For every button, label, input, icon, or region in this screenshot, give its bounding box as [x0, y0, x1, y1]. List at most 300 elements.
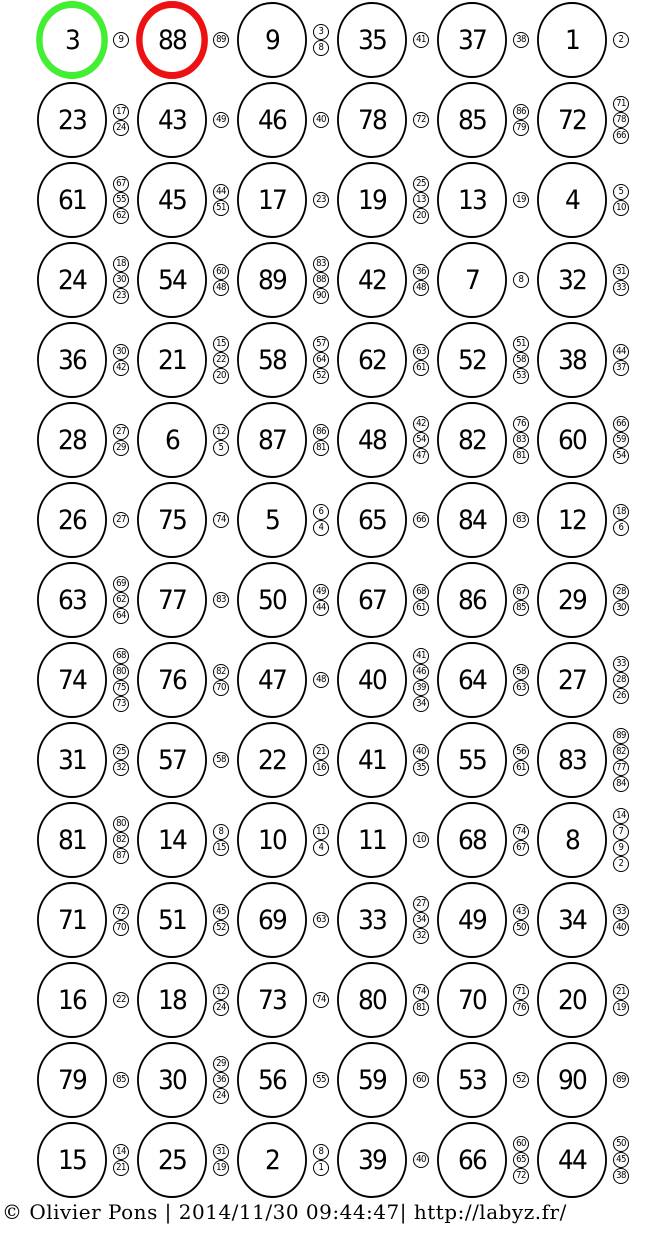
link-badge: 88 — [313, 272, 329, 288]
maze-cell[interactable]: 82 — [437, 402, 507, 478]
link-badge: 60 — [513, 1136, 529, 1152]
cell-links — [211, 1054, 231, 1106]
link-badge: 14 — [113, 1144, 129, 1160]
link-badge: 48 — [413, 280, 429, 296]
maze-cell[interactable]: 25 — [137, 1122, 207, 1198]
link-badge: 27 — [113, 424, 129, 440]
link-badge: 2 — [613, 32, 629, 48]
maze-cell[interactable]: 86 — [437, 562, 507, 638]
maze-cell[interactable]: 43 — [137, 82, 207, 158]
link-badge: 63 — [313, 912, 329, 928]
cell-links — [511, 822, 531, 858]
link-badge: 24 — [213, 1000, 229, 1016]
link-badge: 65 — [513, 1152, 529, 1168]
maze-cell[interactable]: 52 — [437, 322, 507, 398]
cell-links — [311, 334, 331, 386]
maze-cell[interactable]: 21 — [137, 322, 207, 398]
link-badge: 64 — [113, 608, 129, 624]
link-badge: 10 — [613, 200, 629, 216]
cell-links — [211, 822, 231, 858]
link-badge: 40 — [413, 1152, 429, 1168]
link-badge: 33 — [613, 904, 629, 920]
maze-cell[interactable]: 9 — [237, 2, 307, 78]
cell-links — [311, 582, 331, 618]
maze-cell[interactable]: 38 — [537, 322, 607, 398]
link-badge: 30 — [613, 600, 629, 616]
maze-cell[interactable]: 35 — [337, 2, 407, 78]
maze-cell[interactable]: 11 — [337, 802, 407, 878]
cell-links — [511, 742, 531, 778]
maze-cell[interactable]: 76 — [137, 642, 207, 718]
link-badge: 32 — [413, 928, 429, 944]
link-badge: 70 — [113, 920, 129, 936]
cell-links — [511, 662, 531, 698]
maze-cell[interactable]: 51 — [137, 882, 207, 958]
link-badge: 60 — [413, 1072, 429, 1088]
link-badge: 1 — [313, 1160, 329, 1176]
maze-cell[interactable]: 2 — [237, 1122, 307, 1198]
cell-links — [111, 30, 131, 50]
footer-credit: © Olivier Pons | 2014/11/30 09:44:47| http://labyz.fr/ — [2, 1200, 567, 1224]
link-badge: 62 — [113, 592, 129, 608]
cell-links — [211, 510, 231, 530]
link-badge: 12 — [213, 984, 229, 1000]
cell-links — [311, 22, 331, 58]
link-badge: 4 — [313, 840, 329, 856]
link-badge: 8 — [313, 40, 329, 56]
cell-links — [111, 254, 131, 306]
maze-cell[interactable]: 77 — [137, 562, 207, 638]
cell-links — [411, 342, 431, 378]
link-badge: 20 — [413, 208, 429, 224]
maze-cell[interactable]: 73 — [237, 962, 307, 1038]
maze-cell[interactable]: 26 — [37, 482, 107, 558]
link-badge: 81 — [413, 1000, 429, 1016]
link-badge: 66 — [613, 128, 629, 144]
cell-links — [111, 990, 131, 1010]
link-badge: 21 — [313, 744, 329, 760]
cell-links — [211, 982, 231, 1018]
maze-cell[interactable]: 50 — [237, 562, 307, 638]
link-badge: 9 — [613, 840, 629, 856]
cell-links — [611, 262, 631, 298]
maze-cell[interactable]: 12 — [537, 482, 607, 558]
cell-links — [511, 270, 531, 290]
maze-cell[interactable]: 70 — [437, 962, 507, 1038]
link-badge: 87 — [113, 848, 129, 864]
maze-cell[interactable]: 4 — [537, 162, 607, 238]
cell-links — [111, 174, 131, 226]
link-badge: 19 — [613, 1000, 629, 1016]
link-badge: 52 — [213, 920, 229, 936]
link-badge: 77 — [613, 760, 629, 776]
maze-cell[interactable]: 28 — [37, 402, 107, 478]
maze-cell[interactable]: 81 — [37, 802, 107, 878]
cell-links — [511, 1070, 531, 1090]
maze-cell[interactable]: 55 — [437, 722, 507, 798]
maze-cell[interactable]: 80 — [337, 962, 407, 1038]
maze-cell[interactable]: 64 — [437, 642, 507, 718]
link-badge: 81 — [513, 448, 529, 464]
link-badge: 67 — [513, 840, 529, 856]
link-badge: 85 — [113, 1072, 129, 1088]
cell-links — [611, 726, 631, 794]
maze-cell[interactable]: 56 — [237, 1042, 307, 1118]
link-badge: 83 — [213, 592, 229, 608]
link-badge: 74 — [313, 992, 329, 1008]
cell-links — [311, 422, 331, 458]
link-badge: 50 — [613, 1136, 629, 1152]
link-badge: 80 — [113, 816, 129, 832]
link-badge: 76 — [513, 1000, 529, 1016]
link-badge: 11 — [313, 824, 329, 840]
link-badge: 84 — [613, 776, 629, 792]
cell-links — [211, 902, 231, 938]
cell-links — [611, 30, 631, 50]
link-badge: 27 — [413, 896, 429, 912]
cell-links — [611, 806, 631, 874]
link-badge: 31 — [613, 264, 629, 280]
maze-cell[interactable]: 54 — [137, 242, 207, 318]
link-badge: 42 — [113, 360, 129, 376]
maze-cell[interactable]: 53 — [437, 1042, 507, 1118]
maze-cell[interactable]: 79 — [37, 1042, 107, 1118]
link-badge: 62 — [113, 208, 129, 224]
cell-links — [411, 830, 431, 850]
maze-cell[interactable]: 61 — [37, 162, 107, 238]
link-badge: 89 — [213, 32, 229, 48]
link-badge: 75 — [113, 680, 129, 696]
link-badge: 83 — [513, 432, 529, 448]
maze-cell[interactable]: 85 — [437, 82, 507, 158]
maze-cell[interactable]: 48 — [337, 402, 407, 478]
cell-links — [311, 254, 331, 306]
link-badge: 70 — [213, 680, 229, 696]
link-badge: 29 — [113, 440, 129, 456]
maze-cell[interactable]: 89 — [237, 242, 307, 318]
maze-cell[interactable]: 40 — [337, 642, 407, 718]
link-badge: 26 — [613, 688, 629, 704]
cell-links — [511, 902, 531, 938]
maze-cell[interactable]: 31 — [37, 722, 107, 798]
maze-cell-goal[interactable]: 88 — [136, 1, 208, 79]
link-badge: 58 — [513, 352, 529, 368]
maze-cell[interactable]: 44 — [537, 1122, 607, 1198]
link-badge: 64 — [313, 352, 329, 368]
maze-cell[interactable]: 24 — [37, 242, 107, 318]
link-badge: 50 — [513, 920, 529, 936]
cell-links — [611, 982, 631, 1018]
link-badge: 45 — [213, 904, 229, 920]
link-badge: 58 — [213, 752, 229, 768]
link-badge: 82 — [213, 664, 229, 680]
link-badge: 21 — [613, 984, 629, 1000]
link-badge: 22 — [113, 992, 129, 1008]
link-badge: 33 — [613, 280, 629, 296]
link-badge: 3 — [313, 24, 329, 40]
cell-links — [311, 1142, 331, 1178]
link-badge: 54 — [413, 432, 429, 448]
link-badge: 49 — [313, 584, 329, 600]
cell-links — [211, 750, 231, 770]
link-badge: 38 — [513, 32, 529, 48]
cell-links — [411, 1070, 431, 1090]
link-badge: 71 — [613, 96, 629, 112]
maze-cell[interactable]: 19 — [337, 162, 407, 238]
link-badge: 67 — [113, 176, 129, 192]
maze-cell[interactable]: 65 — [337, 482, 407, 558]
cell-links — [411, 414, 431, 466]
maze-cell[interactable]: 78 — [337, 82, 407, 158]
link-badge: 28 — [613, 584, 629, 600]
maze-cell[interactable]: 41 — [337, 722, 407, 798]
maze-cell[interactable]: 49 — [437, 882, 507, 958]
cell-links — [211, 1142, 231, 1178]
link-badge: 41 — [413, 32, 429, 48]
cell-links — [311, 822, 331, 858]
cell-links — [511, 414, 531, 466]
cell-links — [111, 510, 131, 530]
maze-cell[interactable]: 13 — [437, 162, 507, 238]
link-badge: 29 — [213, 1056, 229, 1072]
cell-links — [211, 422, 231, 458]
cell-links — [111, 902, 131, 938]
maze-cell[interactable]: 5 — [237, 482, 307, 558]
maze-cell[interactable]: 15 — [37, 1122, 107, 1198]
maze-cell[interactable]: 42 — [337, 242, 407, 318]
link-badge: 8 — [513, 272, 529, 288]
link-badge: 2 — [613, 856, 629, 872]
link-badge: 21 — [113, 1160, 129, 1176]
maze-cell[interactable]: 57 — [137, 722, 207, 798]
link-badge: 89 — [613, 728, 629, 744]
link-badge: 82 — [613, 744, 629, 760]
maze-cell[interactable]: 17 — [237, 162, 307, 238]
cell-links — [611, 902, 631, 938]
maze-cell[interactable]: 83 — [537, 722, 607, 798]
cell-links — [111, 742, 131, 778]
maze-cell[interactable]: 71 — [37, 882, 107, 958]
link-badge: 45 — [613, 1152, 629, 1168]
maze-cell[interactable]: 32 — [537, 242, 607, 318]
link-badge: 87 — [513, 584, 529, 600]
maze-cell[interactable]: 67 — [337, 562, 407, 638]
link-badge: 44 — [613, 344, 629, 360]
cell-links — [511, 102, 531, 138]
link-badge: 53 — [513, 368, 529, 384]
link-badge: 56 — [513, 744, 529, 760]
cell-links — [211, 262, 231, 298]
link-badge: 25 — [413, 176, 429, 192]
cell-links — [611, 502, 631, 538]
link-badge: 69 — [113, 576, 129, 592]
cell-links — [411, 1150, 431, 1170]
link-badge: 66 — [613, 416, 629, 432]
maze-cell[interactable]: 27 — [537, 642, 607, 718]
maze-cell[interactable]: 87 — [237, 402, 307, 478]
link-badge: 5 — [213, 440, 229, 456]
maze-cell[interactable]: 33 — [337, 882, 407, 958]
maze-cell[interactable]: 45 — [137, 162, 207, 238]
cell-links — [311, 110, 331, 130]
maze-cell[interactable]: 8 — [537, 802, 607, 878]
link-badge: 16 — [313, 760, 329, 776]
cell-links — [311, 910, 331, 930]
maze-cell[interactable]: 68 — [437, 802, 507, 878]
cell-links — [211, 334, 231, 386]
maze-cell[interactable]: 36 — [37, 322, 107, 398]
link-badge: 40 — [413, 744, 429, 760]
link-badge: 57 — [313, 336, 329, 352]
link-badge: 7 — [613, 824, 629, 840]
link-badge: 68 — [113, 648, 129, 664]
link-badge: 54 — [613, 448, 629, 464]
cell-links — [511, 1134, 531, 1186]
cell-links — [611, 582, 631, 618]
maze-cell[interactable]: 37 — [437, 2, 507, 78]
link-badge: 41 — [413, 648, 429, 664]
link-badge: 15 — [213, 840, 229, 856]
link-badge: 43 — [513, 904, 529, 920]
link-badge: 35 — [413, 760, 429, 776]
cell-links — [111, 342, 131, 378]
maze-cell[interactable]: 62 — [337, 322, 407, 398]
link-badge: 14 — [613, 808, 629, 824]
link-badge: 30 — [113, 344, 129, 360]
link-badge: 44 — [213, 184, 229, 200]
link-badge: 63 — [413, 344, 429, 360]
cell-links — [111, 814, 131, 866]
link-badge: 42 — [413, 416, 429, 432]
link-badge: 8 — [213, 824, 229, 840]
link-badge: 38 — [613, 1168, 629, 1184]
link-badge: 31 — [213, 1144, 229, 1160]
link-badge: 80 — [113, 664, 129, 680]
link-badge: 61 — [413, 600, 429, 616]
link-badge: 61 — [513, 760, 529, 776]
maze-cell[interactable]: 46 — [237, 82, 307, 158]
link-badge: 18 — [613, 504, 629, 520]
cell-links — [411, 582, 431, 618]
maze-cell[interactable]: 63 — [37, 562, 107, 638]
maze-cell[interactable]: 30 — [137, 1042, 207, 1118]
link-badge: 55 — [313, 1072, 329, 1088]
maze-cell[interactable]: 16 — [37, 962, 107, 1038]
maze-cell-start[interactable]: 3 — [36, 1, 108, 79]
maze-cell[interactable]: 39 — [337, 1122, 407, 1198]
link-badge: 6 — [613, 520, 629, 536]
maze-cell[interactable]: 1 — [537, 2, 607, 78]
link-badge: 59 — [613, 432, 629, 448]
cell-links — [211, 590, 231, 610]
cell-links — [311, 742, 331, 778]
cell-links — [111, 1070, 131, 1090]
cell-links — [211, 182, 231, 218]
maze-cell[interactable]: 90 — [537, 1042, 607, 1118]
maze-cell[interactable]: 7 — [437, 242, 507, 318]
link-badge: 76 — [513, 416, 529, 432]
maze-cell[interactable]: 47 — [237, 642, 307, 718]
link-badge: 74 — [213, 512, 229, 528]
cell-links — [511, 582, 531, 618]
maze-cell[interactable]: 66 — [437, 1122, 507, 1198]
link-badge: 51 — [513, 336, 529, 352]
link-badge: 51 — [213, 200, 229, 216]
link-badge: 28 — [613, 672, 629, 688]
cell-links — [211, 110, 231, 130]
link-badge: 40 — [313, 112, 329, 128]
link-badge: 82 — [113, 832, 129, 848]
link-badge: 47 — [413, 448, 429, 464]
link-badge: 73 — [113, 696, 129, 712]
link-badge: 24 — [113, 120, 129, 136]
link-badge: 25 — [113, 744, 129, 760]
maze-cell[interactable]: 22 — [237, 722, 307, 798]
maze-cell[interactable]: 29 — [537, 562, 607, 638]
link-badge: 61 — [413, 360, 429, 376]
cell-links — [211, 30, 231, 50]
link-badge: 27 — [113, 512, 129, 528]
maze-cell[interactable]: 59 — [337, 1042, 407, 1118]
link-badge: 86 — [313, 424, 329, 440]
link-badge: 37 — [613, 360, 629, 376]
cell-links — [411, 510, 431, 530]
link-badge: 74 — [513, 824, 529, 840]
link-badge: 40 — [613, 920, 629, 936]
link-badge: 33 — [613, 656, 629, 672]
maze-cell[interactable]: 34 — [537, 882, 607, 958]
maze-cell[interactable]: 6 — [137, 402, 207, 478]
link-badge: 9 — [113, 32, 129, 48]
maze-cell[interactable]: 75 — [137, 482, 207, 558]
cell-links — [111, 646, 131, 714]
maze-cell[interactable]: 20 — [537, 962, 607, 1038]
maze-cell[interactable]: 14 — [137, 802, 207, 878]
link-badge: 23 — [313, 192, 329, 208]
cell-links — [511, 334, 531, 386]
link-badge: 63 — [513, 680, 529, 696]
link-badge: 19 — [513, 192, 529, 208]
link-badge: 15 — [213, 336, 229, 352]
link-badge: 36 — [413, 264, 429, 280]
maze-cell[interactable]: 74 — [37, 642, 107, 718]
cell-links — [411, 110, 431, 130]
maze-cell[interactable]: 10 — [237, 802, 307, 878]
cell-links — [611, 182, 631, 218]
maze-cell[interactable]: 60 — [537, 402, 607, 478]
link-badge: 48 — [213, 280, 229, 296]
cell-links — [111, 422, 131, 458]
cell-links — [511, 982, 531, 1018]
maze-cell[interactable]: 23 — [37, 82, 107, 158]
cell-links — [411, 982, 431, 1018]
cell-links — [311, 1070, 331, 1090]
maze-cell[interactable]: 72 — [537, 82, 607, 158]
link-badge: 83 — [313, 256, 329, 272]
maze-cell[interactable]: 69 — [237, 882, 307, 958]
maze-cell[interactable]: 84 — [437, 482, 507, 558]
link-badge: 19 — [213, 1160, 229, 1176]
cell-links — [311, 990, 331, 1010]
link-badge: 5 — [613, 184, 629, 200]
cell-links — [311, 502, 331, 538]
cell-links — [611, 94, 631, 146]
link-badge: 55 — [113, 192, 129, 208]
link-badge: 85 — [513, 600, 529, 616]
maze-cell[interactable]: 58 — [237, 322, 307, 398]
maze-cell[interactable]: 18 — [137, 962, 207, 1038]
link-badge: 8 — [313, 1144, 329, 1160]
